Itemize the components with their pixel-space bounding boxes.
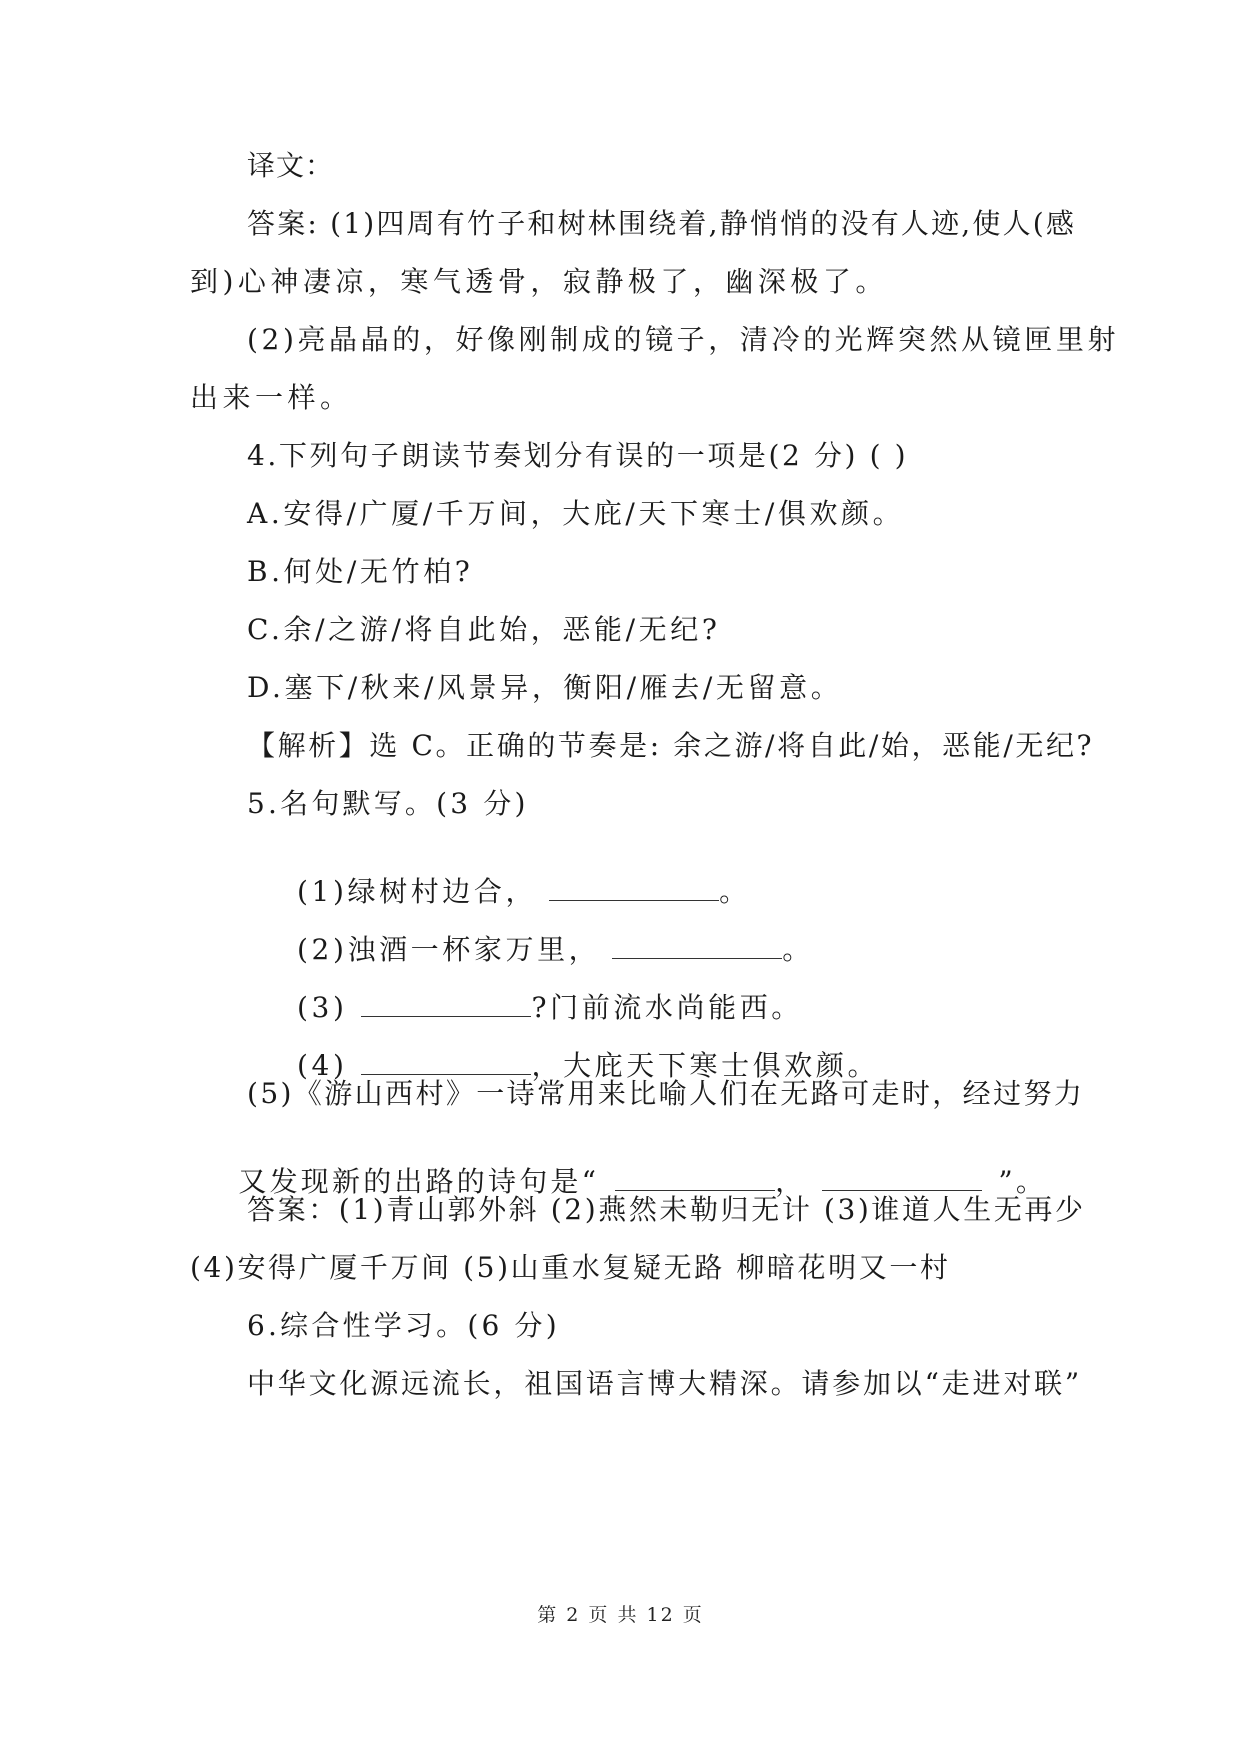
- fill-3-blank: [361, 992, 531, 1017]
- fill-5-blank-1: [615, 1166, 775, 1191]
- fill-4-end: ，大庇天下寒士俱欢颜。: [531, 1049, 880, 1082]
- fill-2-prompt: (2)浊酒一杯家万里，: [297, 933, 601, 966]
- answer-line-3: (2)亮晶晶的，好像刚制成的镜子，清冷的光辉突然从镜匣里射: [247, 323, 1120, 356]
- page-footer: 第 2 页 共 12 页: [537, 1604, 704, 1626]
- option-c: C.余/之游/将自此始，恶能/无纪?: [247, 613, 721, 646]
- fill-5-prompt: 又发现新的出路的诗句是“: [238, 1165, 600, 1198]
- question-6: 6.综合性学习。(6 分): [247, 1309, 560, 1342]
- fill-5-blank-2: [822, 1166, 982, 1191]
- analysis: 【解析】选 C。正确的节奏是: 余之游/将自此/始，恶能/无纪?: [247, 729, 1095, 762]
- answer-line-2: 到)心神凄凉，寒气透骨，寂静极了，幽深极了。: [190, 265, 888, 298]
- option-b: B.何处/无竹柏?: [247, 555, 474, 588]
- answer-5-line-2: (4)安得广厦千万间 (5)山重水复疑无路 柳暗花明又一村: [190, 1251, 951, 1284]
- fill-3-end: ?门前流水尚能西。: [531, 991, 803, 1024]
- question-5: 5.名句默写。(3 分): [247, 787, 529, 820]
- option-a: A.安得/广厦/千万间，大庇/天下寒士/俱欢颜。: [247, 497, 905, 530]
- fill-1-prompt: (1)绿树村边合，: [297, 875, 538, 908]
- question-4: 4.下列句子朗读节奏划分有误的一项是(2 分) ( ): [247, 439, 909, 472]
- option-d: D.塞下/秋来/风景异，衡阳/雁去/无留意。: [247, 671, 843, 704]
- fill-1-blank: [549, 876, 719, 901]
- fill-4-blank: [361, 1050, 531, 1075]
- translation-heading: 译文：: [247, 149, 335, 182]
- fill-1-end: 。: [719, 875, 751, 908]
- fill-2-blank: [612, 934, 782, 959]
- fill-5-end: ”。: [998, 1165, 1048, 1198]
- fill-3-prompt: (3): [297, 991, 348, 1024]
- answer-5-line-1: 答案：(1)青山郭外斜 (2)燕然未勒归无计 (3)谁道人生无再少: [247, 1193, 1086, 1226]
- fill-5-comma: ，: [775, 1165, 807, 1198]
- fill-2-end: 。: [782, 933, 814, 966]
- question-6-intro: 中华文化源远流长，祖国语言博大精深。请参加以“走进对联”: [247, 1367, 1083, 1400]
- answer-line-4: 出来一样。: [190, 381, 353, 414]
- fill-4-prompt: (4): [297, 1049, 348, 1082]
- fill-5-line-1: (5)《游山西村》一诗常用来比喻人们在无路可走时，经过努力: [247, 1077, 1085, 1110]
- answer-line-1: 答案: (1)四周有竹子和树林围绕着,静悄悄的没有人迹,使人(感: [247, 207, 1077, 240]
